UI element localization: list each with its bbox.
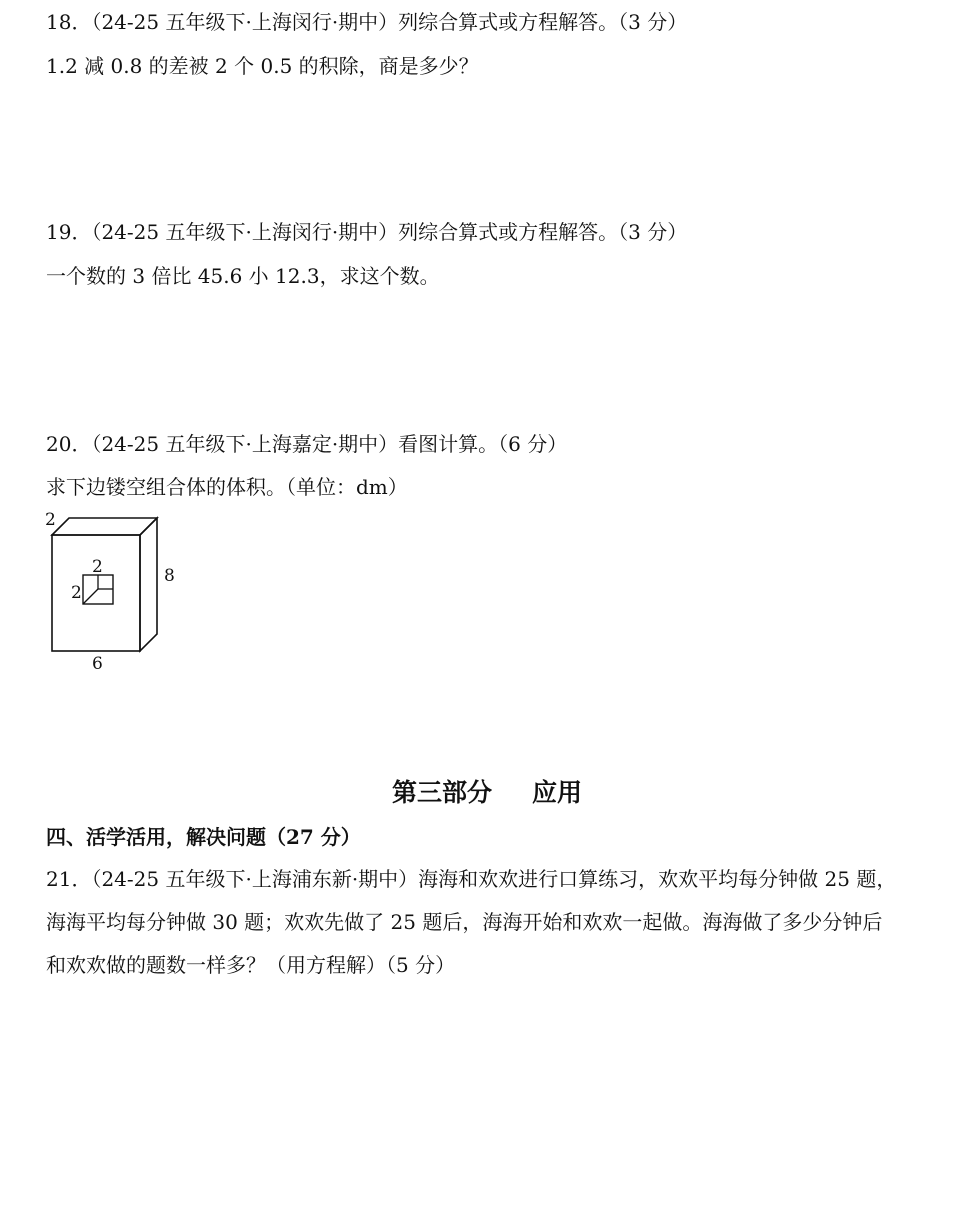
hole-left-label: 2 — [71, 583, 82, 603]
section4-heading: 四、活学活用，解决问题（27 分） — [46, 825, 361, 849]
q20-header: 20．（24-25 五年级下·上海嘉定·期中）看图计算。（6 分） — [46, 432, 568, 456]
q21-line3: 和欢欢做的题数一样多？（用方程解）（5 分） — [46, 953, 456, 977]
q18-body: 1.2 减 0.8 的差被 2 个 0.5 的积除，商是多少？ — [46, 54, 479, 78]
height-label: 8 — [164, 566, 175, 586]
q21-line1: 21．（24-25 五年级下·上海浦东新·期中）海海和欢欢进行口算练习，欢欢平均每分钟做 25 题， — [46, 867, 897, 891]
hole-depth-line — [83, 589, 98, 604]
q18-header: 18．（24-25 五年级下·上海闵行·期中）列综合算式或方程解答。（3 分） — [46, 10, 688, 34]
front-face — [52, 535, 140, 651]
hollow-cuboid-figure — [40, 506, 190, 676]
q19-body: 一个数的 3 倍比 45.6 小 12.3，求这个数。 — [46, 264, 440, 288]
width-label: 6 — [92, 654, 103, 674]
hole-top-label: 2 — [92, 557, 103, 577]
q19-header: 19．（24-25 五年级下·上海闵行·期中）列综合算式或方程解答。（3 分） — [46, 220, 688, 244]
q21-line2: 海海平均每分钟做 30 题；欢欢先做了 25 题后，海海开始和欢欢一起做。海海做了多少分钟后 — [46, 910, 883, 934]
part3-title-left: 第三部分 — [391, 778, 492, 807]
q20-body: 求下边镂空组合体的体积。（单位：dm） — [46, 475, 408, 499]
side-face — [140, 518, 157, 651]
part3-title-right: 应用 — [532, 778, 583, 807]
top-face — [52, 518, 157, 535]
part3-title — [0, 773, 974, 809]
depth-label: 2 — [45, 510, 56, 530]
